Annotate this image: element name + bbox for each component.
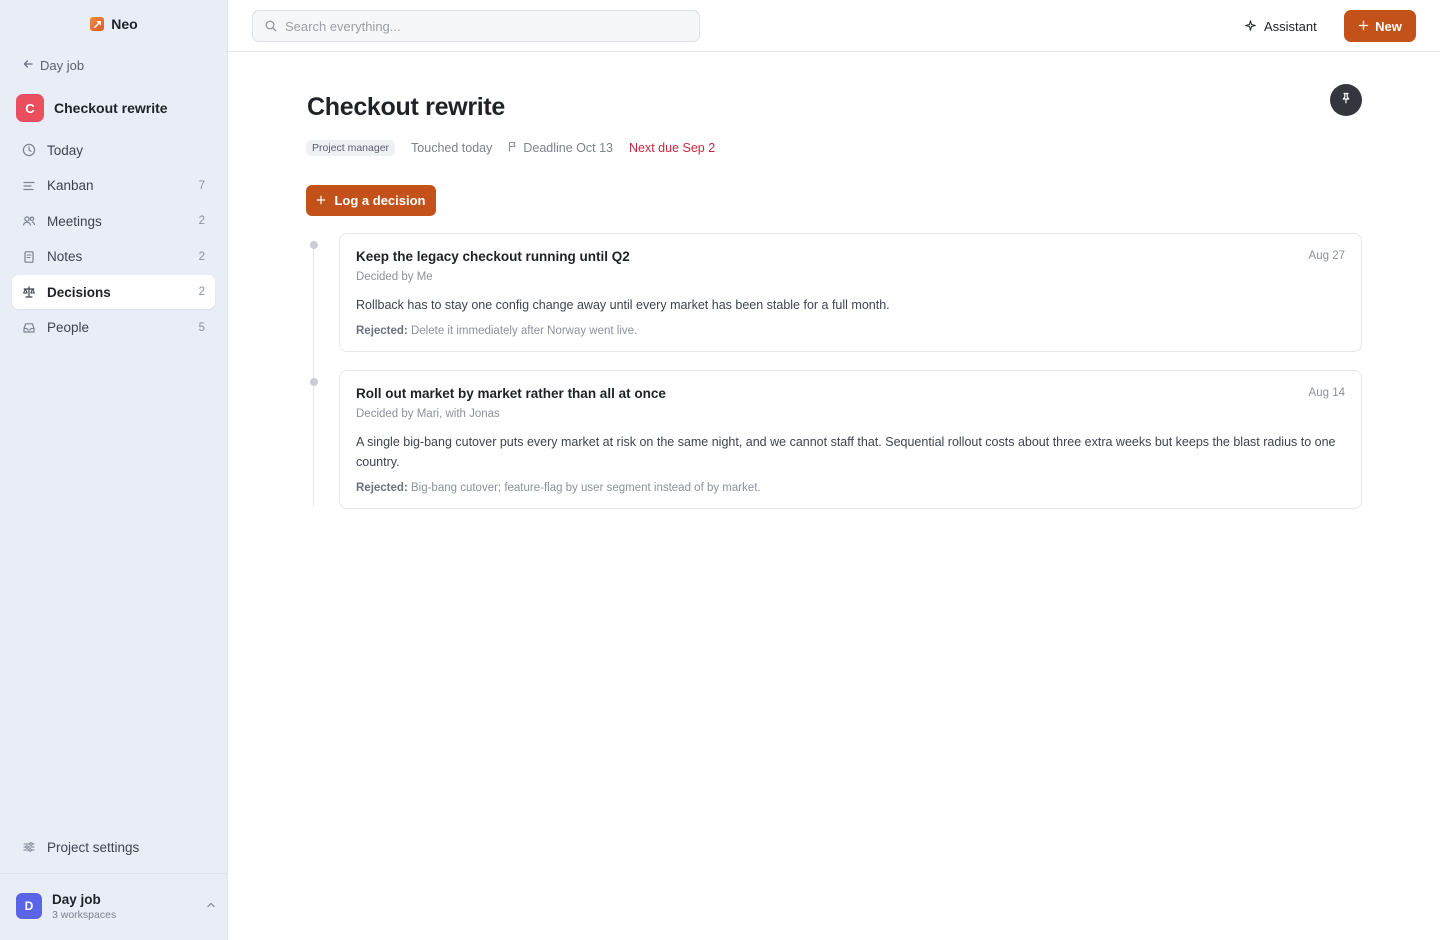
rejected-label: Rejected: xyxy=(356,325,408,337)
assistant-button[interactable] xyxy=(1245,14,1317,38)
pin-button[interactable] xyxy=(1330,84,1362,116)
chevron-up-icon xyxy=(206,900,216,913)
topbar xyxy=(228,0,1440,52)
divider xyxy=(0,873,227,874)
deadline-label: Deadline Oct 13 xyxy=(523,141,613,155)
search-box[interactable] xyxy=(252,10,700,42)
neo-logo-icon xyxy=(90,17,104,31)
decision-title: Roll out market by market rather than all at once xyxy=(356,386,666,401)
plus-icon xyxy=(316,193,326,208)
inbox-icon xyxy=(22,321,36,335)
decision-owner: Decided by Me xyxy=(356,271,433,283)
sidebar-item-count: 7 xyxy=(198,179,205,192)
plus-icon xyxy=(1358,19,1369,34)
decision-date: Aug 14 xyxy=(1308,387,1345,399)
sidebar-item-label: Today xyxy=(47,142,84,158)
search-icon xyxy=(265,20,277,32)
sidebar-item-decisions[interactable] xyxy=(12,275,215,309)
sidebar-item-people[interactable] xyxy=(12,311,215,345)
role-badge: Project manager xyxy=(306,140,395,156)
decision-card[interactable] xyxy=(339,233,1362,352)
log-decision-button[interactable] xyxy=(306,185,436,216)
timeline-dot xyxy=(310,241,318,249)
note-icon xyxy=(22,250,36,264)
workspace-count: 3 workspaces xyxy=(52,908,117,921)
decision-date: Aug 27 xyxy=(1308,250,1345,262)
clock-icon xyxy=(22,143,36,157)
arrow-left-icon xyxy=(22,58,34,73)
project-nav xyxy=(12,133,215,347)
sparkle-icon xyxy=(1245,19,1256,34)
kanban-icon xyxy=(22,179,36,193)
project-avatar: C xyxy=(16,94,44,122)
sidebar-item-count: 2 xyxy=(198,250,205,263)
sidebar xyxy=(0,0,228,940)
touched-status: Touched today xyxy=(411,141,493,155)
brand[interactable] xyxy=(0,16,228,32)
workspace-switcher[interactable] xyxy=(16,886,216,926)
sidebar-item-label: People xyxy=(47,320,90,336)
workspace-avatar: D xyxy=(16,893,42,919)
sidebar-item-label: Decisions xyxy=(47,284,111,300)
log-decision-label: Log a decision xyxy=(334,193,426,208)
sidebar-item-label: Kanban xyxy=(47,178,94,194)
assistant-label: Assistant xyxy=(1264,18,1317,34)
sidebar-item-meetings[interactable] xyxy=(12,204,215,238)
back-link[interactable] xyxy=(22,58,84,73)
project-header[interactable] xyxy=(16,94,168,122)
sidebar-item-count: 5 xyxy=(198,321,205,334)
people-icon xyxy=(22,214,36,228)
decision-rationale: Rollback has to stay one config change away until every market has been stable for a full month. xyxy=(356,298,890,312)
sliders-icon xyxy=(22,840,36,854)
app-name: Neo xyxy=(111,16,138,32)
page-title: Checkout rewrite xyxy=(307,93,506,121)
sidebar-item-label: Notes xyxy=(47,249,83,265)
search-input[interactable] xyxy=(285,19,685,34)
sidebar-item-label: Meetings xyxy=(47,213,102,229)
back-link-label: Day job xyxy=(40,58,85,73)
decision-card[interactable] xyxy=(339,370,1362,509)
workspace-name: Day job xyxy=(52,891,101,907)
decision-rationale: A single big-bang cutover puts every market at risk on the same night, and we cannot staff that. Sequential rollout costs about three extra weeks but keeps the blast radius to one country. xyxy=(356,435,1336,469)
decision-title: Keep the legacy checkout running until Q2 xyxy=(356,249,630,264)
rejected-text: Delete it immediately after Norway went live. xyxy=(410,325,638,337)
sidebar-item-count: 2 xyxy=(198,215,205,228)
project-meta xyxy=(306,139,715,157)
project-settings-label: Project settings xyxy=(47,839,140,855)
sidebar-item-count: 2 xyxy=(198,286,205,299)
decision-owner: Decided by Mari, with Jonas xyxy=(356,408,500,420)
decision-rejected xyxy=(356,481,1345,495)
next-due: Next due Sep 2 xyxy=(629,141,716,155)
project-name: Checkout rewrite xyxy=(54,100,168,116)
sidebar-item-kanban[interactable] xyxy=(12,169,215,203)
flag-icon xyxy=(508,141,517,155)
sidebar-item-notes[interactable] xyxy=(12,240,215,274)
rejected-text: Big-bang cutover; feature-flag by user segment instead of by market. xyxy=(410,482,761,494)
new-button[interactable] xyxy=(1344,10,1416,42)
rejected-label: Rejected: xyxy=(356,482,408,494)
sidebar-item-today[interactable] xyxy=(12,133,215,167)
deadline xyxy=(508,141,613,155)
decision-rejected xyxy=(356,324,1345,338)
timeline-line xyxy=(313,244,314,506)
timeline-dot xyxy=(310,378,318,386)
new-label: New xyxy=(1375,18,1402,34)
scale-icon xyxy=(22,285,36,299)
project-settings-link[interactable] xyxy=(12,830,215,864)
pin-icon xyxy=(1340,91,1352,109)
